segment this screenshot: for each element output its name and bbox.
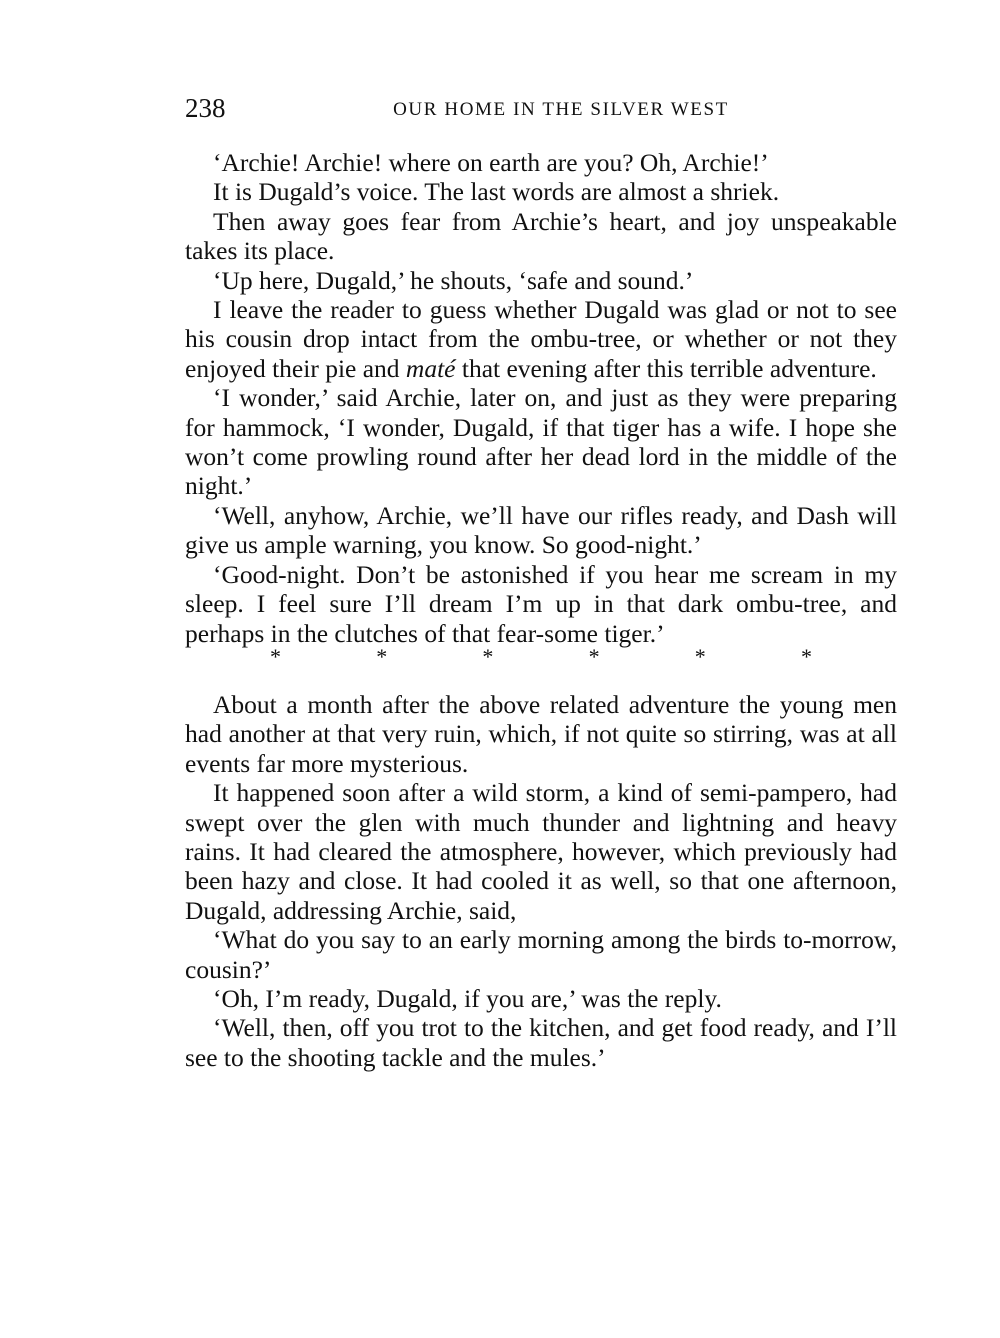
paragraph: ‘I wonder,’ said Archie, later on, and just as they were preparing for hammock, ‘I wonder, Dugald, if that tiger has a wife. I hope she won’t come prowling round after her dead lord in the middle of the night.’ bbox=[185, 383, 897, 501]
asterisk: * bbox=[800, 643, 812, 669]
italic-word: maté bbox=[405, 353, 456, 383]
book-page bbox=[185, 92, 897, 1072]
paragraph: About a month after the above related adventure the young men had another at that very ruin, which, if not quite so stirring, was at all events far more mysterious. bbox=[185, 689, 897, 778]
asterisk: * bbox=[694, 643, 706, 669]
page-header bbox=[185, 92, 897, 126]
paragraph: ‘What do you say to an early morning among the birds to-morrow, cousin?’ bbox=[185, 925, 897, 984]
asterisk: * bbox=[588, 643, 600, 669]
paragraph: It is Dugald’s voice. The last words are almost a shriek. bbox=[213, 177, 780, 207]
paragraph: ‘Oh, I’m ready, Dugald, if you are,’ was the reply. bbox=[213, 983, 722, 1013]
asterisk: * bbox=[376, 643, 388, 669]
asterisk: * bbox=[482, 643, 494, 669]
paragraph-text: I leave the reader to guess whether Dugald was glad or not to see his cousin drop intact from the ombu-tree, or whether or not they enjoyed their pie and bbox=[185, 295, 897, 383]
page-number: 238 bbox=[185, 93, 226, 123]
paragraph: ‘Archie! Archie! where on earth are you? Oh, Archie!’ bbox=[213, 148, 769, 177]
paragraph: It happened soon after a wild storm, a kind of semi-pampero, had swept over the glen with much thunder and lightning and heavy rains. It had cleared the atmosphere, however, which previously had been hazy and close. It had cooled it as well, so that one afternoon, Dugald, addressing Archie, said, bbox=[185, 778, 897, 925]
paragraph: ‘Good-night. Don’t be astonished if you hear me scream in my sleep. I feel sure I’ll dream I’m up in that dark ombu-tree, and perhaps in the clutches of that fear-some tiger.’ bbox=[185, 559, 897, 648]
paragraph: Then away goes fear from Archie’s heart, and joy unspeakable takes its place. bbox=[185, 206, 897, 266]
paragraph: ‘Well, then, off you trot to the kitchen, and get food ready, and I’ll see to the shooting tackle and the mules.’ bbox=[185, 1013, 897, 1072]
section-break bbox=[185, 643, 897, 669]
running-title: OUR HOME IN THE SILVER WEST bbox=[393, 99, 729, 120]
paragraph: ‘Up here, Dugald,’ he shouts, ‘safe and sound.’ bbox=[213, 265, 694, 295]
paragraph-text: that evening after this terrible adventure. bbox=[455, 353, 877, 383]
asterisk: * bbox=[270, 643, 281, 669]
paragraph bbox=[185, 295, 897, 383]
paragraph: ‘Well, anyhow, Archie, we’ll have our rifles ready, and Dash will give us ample warning, you know. So good-night.’ bbox=[185, 500, 897, 560]
